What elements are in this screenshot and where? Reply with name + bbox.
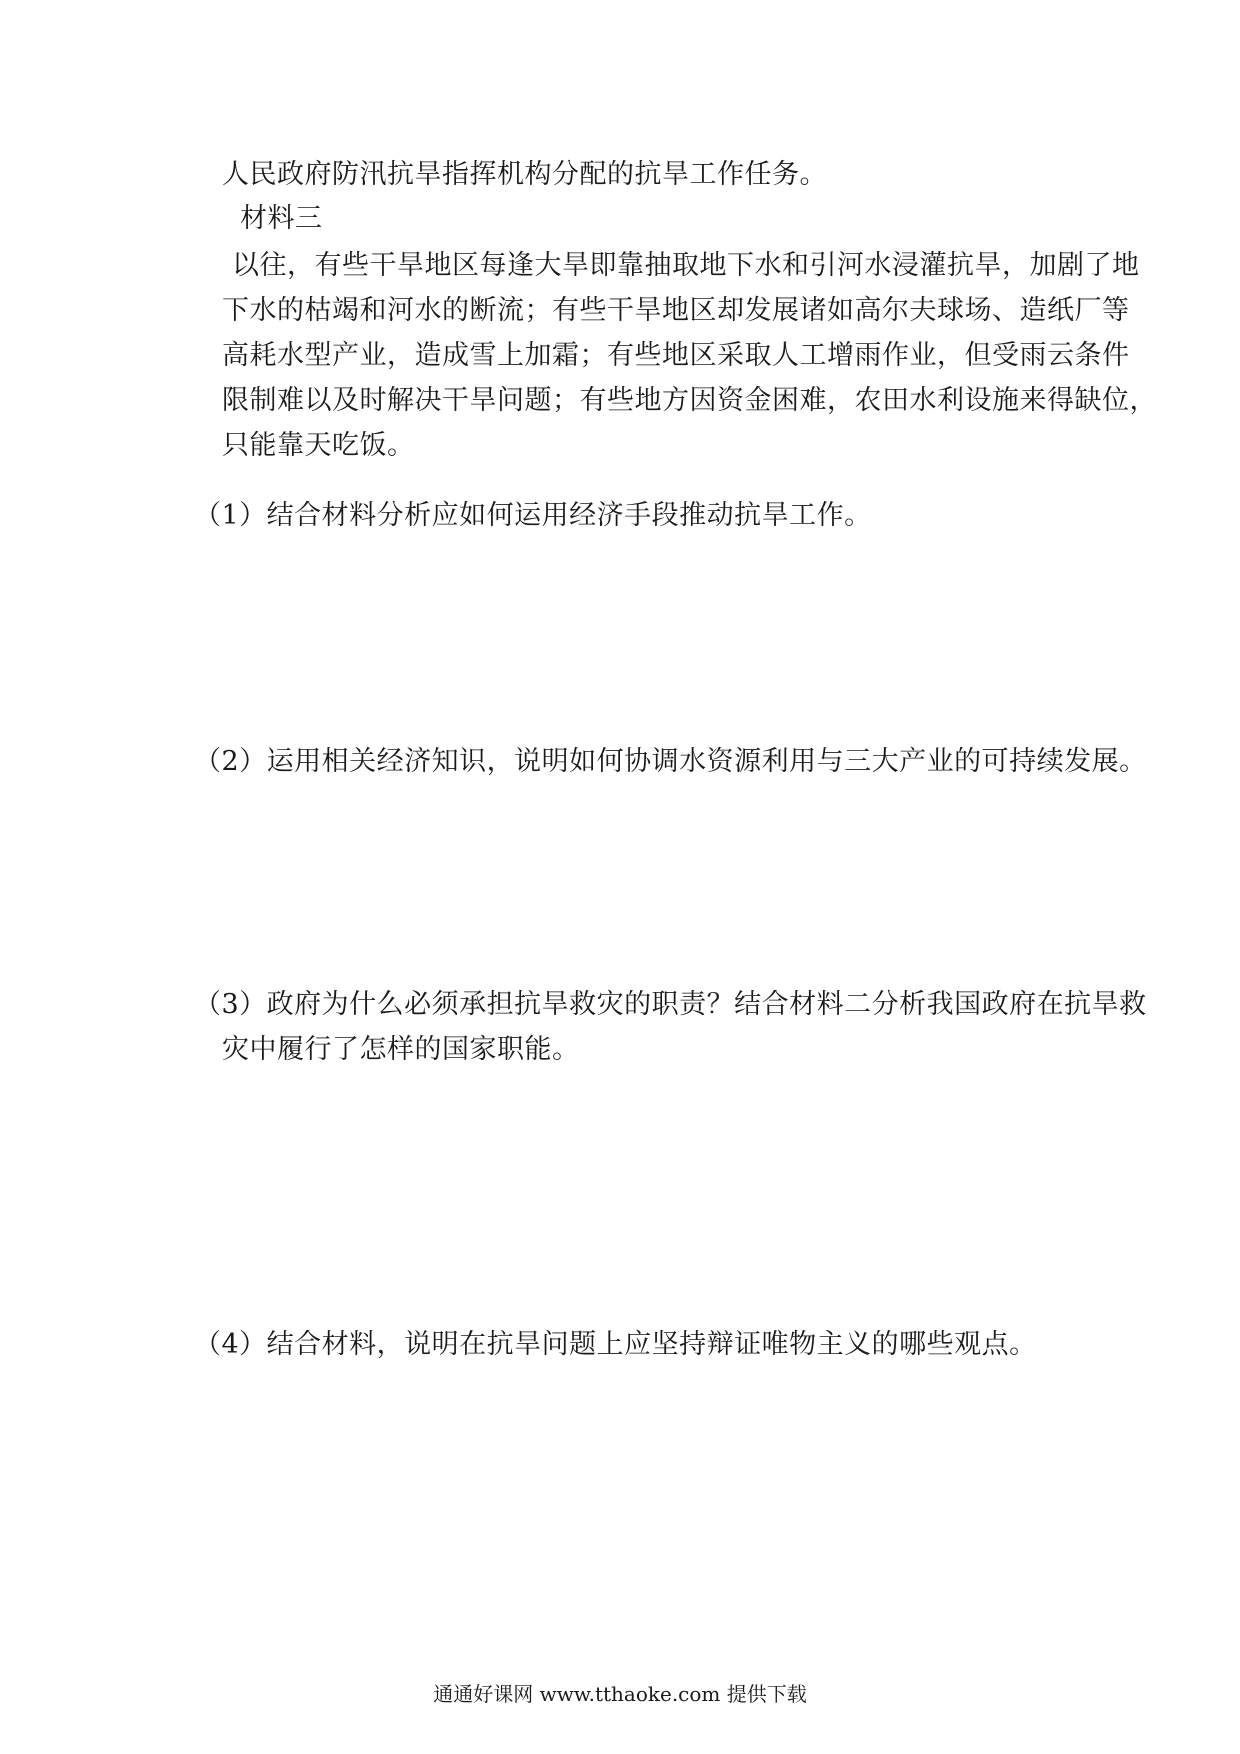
continuation-text: 人民政府防汛抗旱指挥机构分配的抗旱工作任务。 bbox=[222, 159, 827, 190]
question-3-continuation: 灾中履行了怎样的国家职能。 bbox=[222, 1034, 580, 1065]
question-4: （4）结合材料，说明在抗旱问题上应坚持辩证唯物主义的哪些观点。 bbox=[194, 1329, 1037, 1360]
material-paragraph-line: 只能靠天吃饭。 bbox=[222, 430, 415, 461]
question-1: （1）结合材料分析应如何运用经济手段推动抗旱工作。 bbox=[194, 500, 872, 531]
page-footer: 通通好课网 www.tthaoke.com 提供下载 bbox=[433, 1682, 807, 1706]
material-paragraph-line: 限制难以及时解决干旱问题；有些地方因资金困难，农田水利设施来得缺位， bbox=[222, 385, 1157, 416]
material-heading: 材料三 bbox=[240, 203, 323, 234]
question-3: （3）政府为什么必须承担抗旱救灾的职责？结合材料二分析我国政府在抗旱救 bbox=[194, 989, 1147, 1020]
material-paragraph-line: 以往，有些干旱地区每逢大旱即靠抽取地下水和引河水浸灌抗旱，加剧了地 bbox=[232, 250, 1140, 281]
material-paragraph-line: 高耗水型产业，造成雪上加霜；有些地区采取人工增雨作业，但受雨云条件 bbox=[222, 340, 1130, 371]
question-2: （2）运用相关经济知识，说明如何协调水资源利用与三大产业的可持续发展。 bbox=[194, 746, 1147, 777]
material-paragraph-line: 下水的枯竭和河水的断流；有些干旱地区却发展诸如高尔夫球场、造纸厂等 bbox=[222, 295, 1130, 326]
